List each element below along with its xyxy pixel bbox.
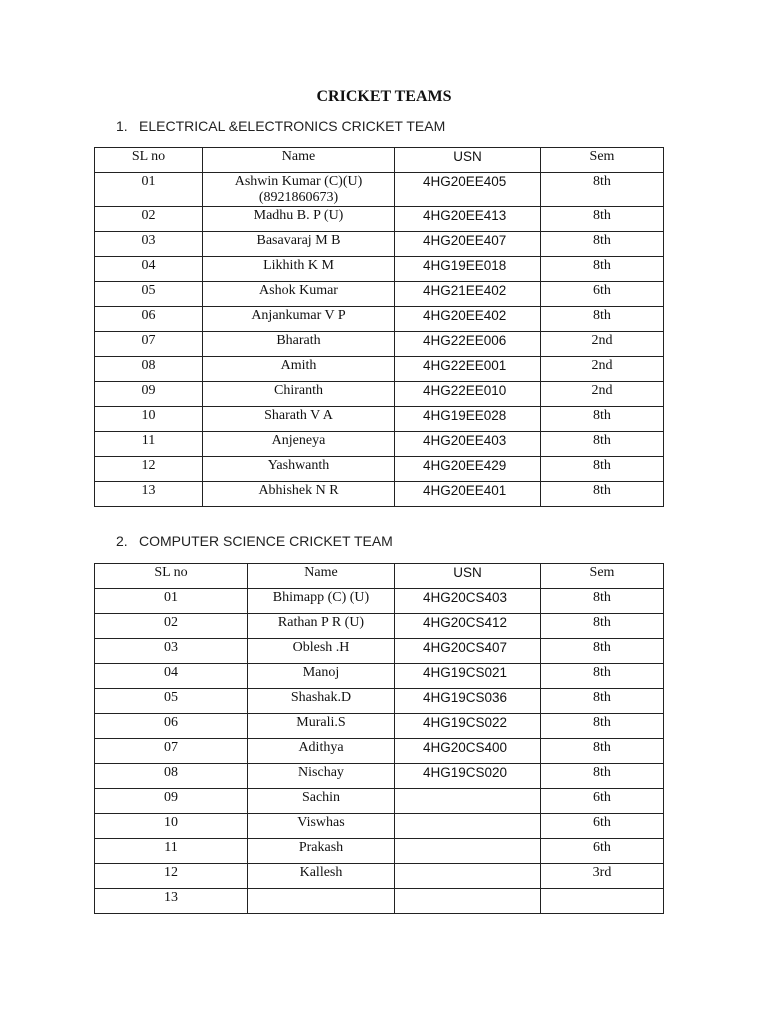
name-cell: Amith [203, 357, 395, 382]
section-number: 2. [116, 533, 128, 549]
sl-no-cell: 05 [95, 282, 203, 307]
sem-cell: 8th [541, 307, 664, 332]
sem-cell: 8th [541, 232, 664, 257]
sl-no-cell: 07 [95, 739, 248, 764]
table-header-row [95, 564, 664, 589]
name-cell: Likhith K M [203, 257, 395, 282]
usn-cell: 4HG21EE402 [395, 282, 541, 307]
table-row [95, 839, 664, 864]
name-cell [248, 889, 395, 914]
table-row [95, 689, 664, 714]
name-cell: Oblesh .H [248, 639, 395, 664]
sem-cell: 6th [541, 282, 664, 307]
usn-cell: 4HG20EE401 [395, 482, 541, 507]
sem-cell: 8th [541, 589, 664, 614]
sem-cell: 8th [541, 407, 664, 432]
sl-no-cell: 05 [95, 689, 248, 714]
sl-no-cell: 08 [95, 764, 248, 789]
sem-cell: 8th [541, 739, 664, 764]
usn-cell: 4HG19CS021 [395, 664, 541, 689]
player-phone: (8921860673) [258, 190, 339, 205]
usn-cell: 4HG19EE028 [395, 407, 541, 432]
sem-cell: 8th [541, 614, 664, 639]
table-row [95, 332, 664, 357]
usn-cell: 4HG20EE429 [395, 457, 541, 482]
sl-no-cell: 12 [95, 457, 203, 482]
table-row [95, 814, 664, 839]
name-cell: Bharath [203, 332, 395, 357]
header-name: Name [248, 564, 395, 589]
name-cell: Rathan P R (U) [248, 614, 395, 639]
sem-cell: 2nd [541, 382, 664, 407]
name-cell: Shashak.D [248, 689, 395, 714]
name-cell: Nischay [248, 764, 395, 789]
sem-cell: 8th [541, 714, 664, 739]
sem-cell: 6th [541, 839, 664, 864]
usn-cell: 4HG19CS020 [395, 764, 541, 789]
table-row [95, 589, 664, 614]
sl-no-cell: 07 [95, 332, 203, 357]
sl-no-cell: 09 [95, 382, 203, 407]
section-number: 1. [116, 118, 128, 134]
table-header-row [95, 148, 664, 173]
usn-cell: 4HG20EE403 [395, 432, 541, 457]
sem-cell: 8th [541, 207, 664, 232]
sem-cell: 8th [541, 639, 664, 664]
table-row [95, 357, 664, 382]
name-cell: Ashok Kumar [203, 282, 395, 307]
sem-cell: 8th [541, 664, 664, 689]
sl-no-cell: 01 [95, 173, 203, 207]
header-name: Name [203, 148, 395, 173]
sem-cell: 6th [541, 814, 664, 839]
name-cell: Murali.S [248, 714, 395, 739]
sl-no-cell: 03 [95, 232, 203, 257]
name-cell: Anjankumar V P [203, 307, 395, 332]
sl-no-cell: 06 [95, 714, 248, 739]
header-sem: Sem [541, 564, 664, 589]
sl-no-cell: 09 [95, 789, 248, 814]
section-title: ELECTRICAL &ELECTRONICS CRICKET TEAM [139, 118, 446, 134]
usn-cell [395, 814, 541, 839]
usn-cell [395, 864, 541, 889]
name-cell: Madhu B. P (U) [203, 207, 395, 232]
header-sem: Sem [541, 148, 664, 173]
table-row [95, 714, 664, 739]
sl-no-cell: 06 [95, 307, 203, 332]
table-row [95, 257, 664, 282]
usn-cell: 4HG20CS403 [395, 589, 541, 614]
usn-cell: 4HG20EE407 [395, 232, 541, 257]
usn-cell: 4HG20CS400 [395, 739, 541, 764]
sem-cell: 8th [541, 173, 664, 207]
sem-cell: 2nd [541, 332, 664, 357]
usn-cell: 4HG19EE018 [395, 257, 541, 282]
table-row [95, 639, 664, 664]
usn-cell: 4HG20EE405 [395, 173, 541, 207]
table-row [95, 432, 664, 457]
sl-no-cell: 13 [95, 889, 248, 914]
sl-no-cell: 02 [95, 207, 203, 232]
sl-no-cell: 03 [95, 639, 248, 664]
name-cell: Yashwanth [203, 457, 395, 482]
usn-cell: 4HG22EE010 [395, 382, 541, 407]
usn-cell [395, 889, 541, 914]
section-title: COMPUTER SCIENCE CRICKET TEAM [139, 533, 393, 549]
usn-cell [395, 839, 541, 864]
header-sl-no: SL no [95, 564, 248, 589]
sem-cell: 8th [541, 482, 664, 507]
usn-cell: 4HG20CS412 [395, 614, 541, 639]
name-cell: Basavaraj M B [203, 232, 395, 257]
usn-cell: 4HG20EE402 [395, 307, 541, 332]
table-row [95, 614, 664, 639]
sem-cell: 8th [541, 764, 664, 789]
sem-cell: 8th [541, 689, 664, 714]
table-row [95, 207, 664, 232]
table-row [95, 889, 664, 914]
table-row [95, 282, 664, 307]
sem-cell: 2nd [541, 357, 664, 382]
sem-cell [541, 889, 664, 914]
sl-no-cell: 10 [95, 407, 203, 432]
name-cell: Anjeneya [203, 432, 395, 457]
usn-cell: 4HG22EE006 [395, 332, 541, 357]
section-heading-electrical [116, 118, 445, 134]
sem-cell: 6th [541, 789, 664, 814]
name-cell [203, 173, 395, 207]
table-row [95, 407, 664, 432]
sem-cell: 8th [541, 457, 664, 482]
computer-science-team-table [94, 563, 664, 914]
name-cell: Kallesh [248, 864, 395, 889]
usn-cell: 4HG19CS022 [395, 714, 541, 739]
table-row [95, 764, 664, 789]
name-cell: Adithya [248, 739, 395, 764]
sl-no-cell: 02 [95, 614, 248, 639]
sem-cell: 8th [541, 432, 664, 457]
header-usn: USN [395, 148, 541, 173]
sem-cell: 8th [541, 257, 664, 282]
table-row [95, 789, 664, 814]
usn-cell: 4HG20EE413 [395, 207, 541, 232]
usn-cell: 4HG20CS407 [395, 639, 541, 664]
table-row [95, 173, 664, 207]
sl-no-cell: 08 [95, 357, 203, 382]
table-row [95, 739, 664, 764]
name-cell: Sharath V A [203, 407, 395, 432]
header-usn: USN [395, 564, 541, 589]
sl-no-cell: 11 [95, 839, 248, 864]
name-cell: Manoj [248, 664, 395, 689]
name-cell: Abhishek N R [203, 482, 395, 507]
usn-cell [395, 789, 541, 814]
player-name: Ashwin Kumar (C)(U) [234, 174, 363, 189]
sl-no-cell: 04 [95, 257, 203, 282]
sl-no-cell: 12 [95, 864, 248, 889]
name-cell: Viswhas [248, 814, 395, 839]
electrical-team-table [94, 147, 664, 507]
header-sl-no: SL no [95, 148, 203, 173]
name-cell: Bhimapp (C) (U) [248, 589, 395, 614]
name-cell: Prakash [248, 839, 395, 864]
table-row [95, 482, 664, 507]
section-heading-computer-science [116, 533, 393, 549]
table-row [95, 664, 664, 689]
table-row [95, 232, 664, 257]
table-row [95, 382, 664, 407]
page-title: CRICKET TEAMS [316, 88, 452, 105]
table-row [95, 457, 664, 482]
sl-no-cell: 04 [95, 664, 248, 689]
sl-no-cell: 11 [95, 432, 203, 457]
sl-no-cell: 10 [95, 814, 248, 839]
usn-cell: 4HG22EE001 [395, 357, 541, 382]
sem-cell: 3rd [541, 864, 664, 889]
usn-cell: 4HG19CS036 [395, 689, 541, 714]
table-row [95, 864, 664, 889]
table-row [95, 307, 664, 332]
sl-no-cell: 13 [95, 482, 203, 507]
name-cell: Sachin [248, 789, 395, 814]
name-cell: Chiranth [203, 382, 395, 407]
sl-no-cell: 01 [95, 589, 248, 614]
